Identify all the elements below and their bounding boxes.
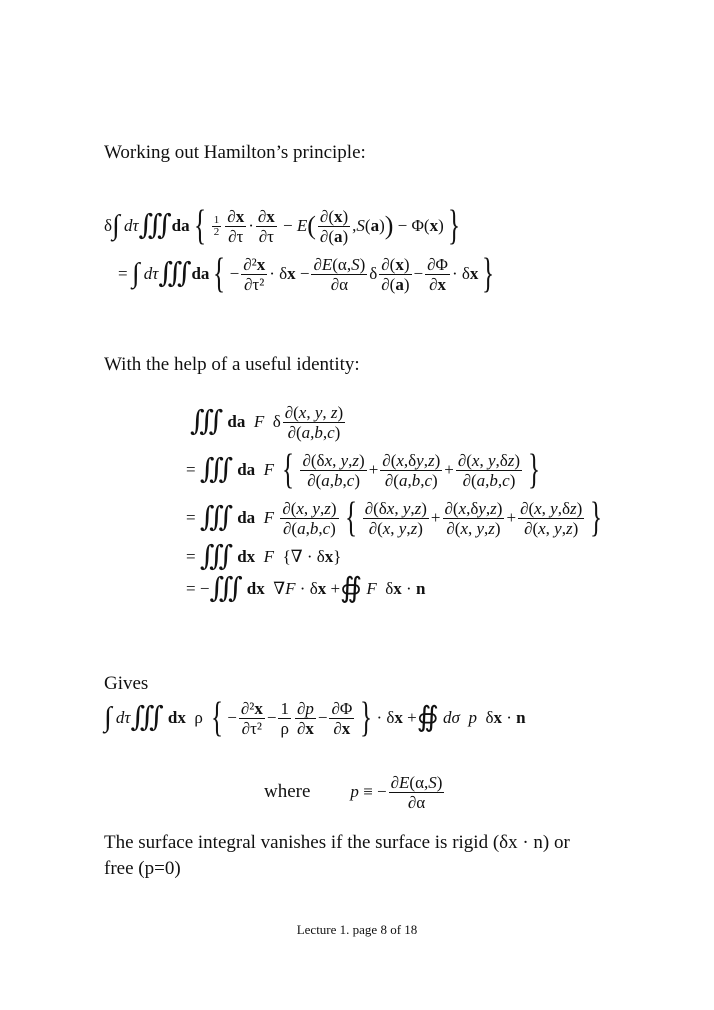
closing-line-1: The surface integral vanishes if the surface is rigid (δx · n) or xyxy=(104,832,570,853)
identity-line-2: = ∭ da F { $\frac{\partial(\delta x, y,z)}{\partial(a,b,c)}$ + $\frac{\partial(x,\delta y,z)}{\partial(a,b,c)}$ + $\frac{\partial(x, y,\delta z)}{\partial(a,b,c)}$ } xyxy=(186,447,541,493)
hamilton-line-1: δ ∫ dτ ∭ da { $\frac{1}{2}$ $\frac{\partial x}{\partial\tau}$ · $\frac{\partial x}{\partial\tau}$ − E ( $\frac{\partial(x)}{\partial(a)}$ ,S(a) ) − Φ(x) } xyxy=(104,203,460,249)
identity-equation xyxy=(186,398,626,606)
closing-line-2: free (p=0) xyxy=(104,858,181,879)
hamilton-equation xyxy=(104,202,624,298)
identity-line-1: ∭ da F δ $\frac{\partial(x, y, z)}{\partial(a,b,c)}$ xyxy=(190,402,344,442)
result-line: ∫ dτ ∭ dx ρ { − $\frac{\text{∂²x}}{\text{∂τ²}}$ − $\frac{1}{\rho}$ $\frac{\partial p}{\partial x}$ − $\frac{\partial\Phi}{\partial x}$ } · δx + ∯ dσ p δx · n xyxy=(104,695,526,741)
page-footer: Lecture 1. page 8 of 18 xyxy=(296,922,418,937)
result-equation xyxy=(104,694,624,742)
section-heading-gives: Gives xyxy=(104,673,149,694)
hamilton-line-2: = ∫ dτ ∭ da { − $\frac{\text{∂²x}}{\text{∂τ²}}$ · δx − $\frac{\partial E(\alpha,S)}{\partial\alpha}$ δ $\frac{\partial(x)}{\partial(a)}$ − $\frac{\partial\Phi}{\partial x}$ · δx } xyxy=(118,251,495,297)
identity-line-5: = − ∭ dx ∇F · δx + ∯ F δx · n xyxy=(186,573,426,604)
identity-line-4: = ∭ dx F {∇ · δx} xyxy=(186,541,342,572)
pressure-definition: where p ≡ − $\frac{\partial E(\alpha,S)}{\partial\alpha}$ xyxy=(264,772,443,812)
section-heading-identity: With the help of a useful identity: xyxy=(104,354,360,375)
section-heading-hamilton: Working out Hamilton’s principle: xyxy=(104,142,366,163)
where-label: where xyxy=(264,781,311,802)
identity-line-3: = ∭ da F $\frac{\partial(x, y,z)}{\partial(a,b,c)}$ { $\frac{\partial(\delta x, y,z)}{\partial(x, y,z)}$ + $\frac{\partial(x,\delta y,z)}{\partial(x, y,z)}$ + $\frac{\partial(x, y,\delta z)}{\partial(x, y,z)}$ } xyxy=(186,495,603,541)
